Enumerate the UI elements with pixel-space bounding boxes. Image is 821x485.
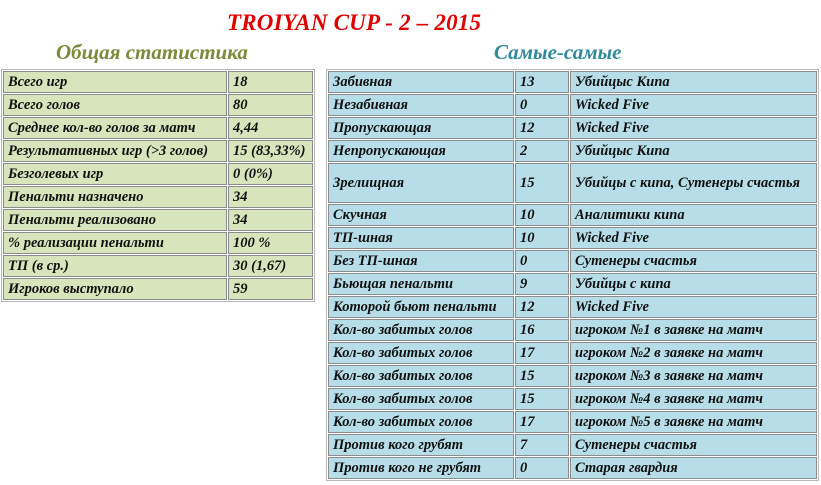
team-name: Wicked Five [570,296,817,318]
table-row [328,227,817,249]
stat-label: Пенальти реализовано [3,209,227,231]
team-name: Wicked Five [570,94,817,116]
category-value: 10 [515,204,569,226]
table-row [328,365,817,387]
category-label: Кол-во забитых голов [328,342,514,364]
table-row [328,94,817,116]
table-row [328,273,817,295]
stat-value: 4,44 [228,117,313,139]
category-value: 12 [515,117,569,139]
table-row [328,434,817,456]
table-row [3,94,313,116]
category-label: Непропускающая [328,140,514,162]
team-name: Убийцыс Кипа [570,140,817,162]
table-row [3,209,313,231]
category-value: 7 [515,434,569,456]
category-value: 12 [515,296,569,318]
stat-value: 34 [228,186,313,208]
team-name: Сутенеры счастья [570,434,817,456]
table-row [3,117,313,139]
table-row [328,342,817,364]
table-row [328,319,817,341]
team-name: Аналитики кипа [570,204,817,226]
category-value: 0 [515,250,569,272]
team-name: Wicked Five [570,117,817,139]
table-row [328,457,817,479]
category-label: Против кого не грубят [328,457,514,479]
category-label: Без ТП-шная [328,250,514,272]
stat-value: 80 [228,94,313,116]
team-name: Wicked Five [570,227,817,249]
stat-value: 100 % [228,232,313,254]
table-row [3,186,313,208]
stat-value: 30 (1,67) [228,255,313,277]
category-value: 2 [515,140,569,162]
category-value: 13 [515,71,569,93]
category-value: 0 [515,94,569,116]
best-stats-heading: Самые-самые [494,40,622,64]
table-row [3,71,313,93]
team-name: Старая гвардия [570,457,817,479]
category-label: Зрелищная [328,163,514,203]
category-label: Бьющая пенальти [328,273,514,295]
table-row [3,163,313,185]
table-row [3,255,313,277]
category-value: 16 [515,319,569,341]
stat-label: Результативных игр (>3 голов) [3,140,227,162]
table-row [328,204,817,226]
table-row [3,140,313,162]
category-value: 15 [515,388,569,410]
category-label: Незабивная [328,94,514,116]
category-label: Забивная [328,71,514,93]
stat-value: 34 [228,209,313,231]
stat-label: % реализации пенальти [3,232,227,254]
general-stats-table [1,69,315,302]
category-label: Кол-во забитых голов [328,319,514,341]
table-row [328,411,817,433]
category-label: Скучная [328,204,514,226]
stat-value: 0 (0%) [228,163,313,185]
stat-value: 59 [228,278,313,300]
table-row [328,296,817,318]
stat-label: Среднее кол-во голов за матч [3,117,227,139]
category-value: 15 [515,365,569,387]
table-row [328,117,817,139]
best-stats-table [326,69,819,481]
table-row [328,140,817,162]
category-label: Кол-во забитых голов [328,411,514,433]
category-value: 17 [515,342,569,364]
team-name: Сутенеры счастья [570,250,817,272]
category-value: 0 [515,457,569,479]
team-name: игроком №3 в заявке на матч [570,365,817,387]
category-label: Пропускающая [328,117,514,139]
table-row [3,278,313,300]
category-value: 17 [515,411,569,433]
category-label: ТП-шная [328,227,514,249]
table-row [328,71,817,93]
category-value: 9 [515,273,569,295]
category-label: Против кого грубят [328,434,514,456]
table-row [328,163,817,203]
category-value: 15 [515,163,569,203]
stat-label: Пенальти назначено [3,186,227,208]
team-name: игроком №2 в заявке на матч [570,342,817,364]
table-row [3,232,313,254]
category-label: Кол-во забитых голов [328,388,514,410]
stat-value: 18 [228,71,313,93]
team-name: игроком №1 в заявке на матч [570,319,817,341]
stat-value: 15 (83,33%) [228,140,313,162]
team-name: игроком №4 в заявке на матч [570,388,817,410]
category-value: 10 [515,227,569,249]
stat-label: Безголевых игр [3,163,227,185]
table-row [328,250,817,272]
table-row [328,388,817,410]
category-label: Кол-во забитых голов [328,365,514,387]
page-title: TROIYAN CUP - 2 – 2015 [227,10,482,35]
stat-label: Всего игр [3,71,227,93]
stat-label: Всего голов [3,94,227,116]
stat-label: Игроков выступало [3,278,227,300]
stat-label: ТП (в ср.) [3,255,227,277]
general-stats-heading: Общая статистика [56,40,248,64]
team-name: игроком №5 в заявке на матч [570,411,817,433]
team-name: Убийцы с кипа, Сутенеры счастья [570,163,817,203]
category-label: Которой бьют пенальти [328,296,514,318]
team-name: Убийцыс Кипа [570,71,817,93]
team-name: Убийцы с кипа [570,273,817,295]
